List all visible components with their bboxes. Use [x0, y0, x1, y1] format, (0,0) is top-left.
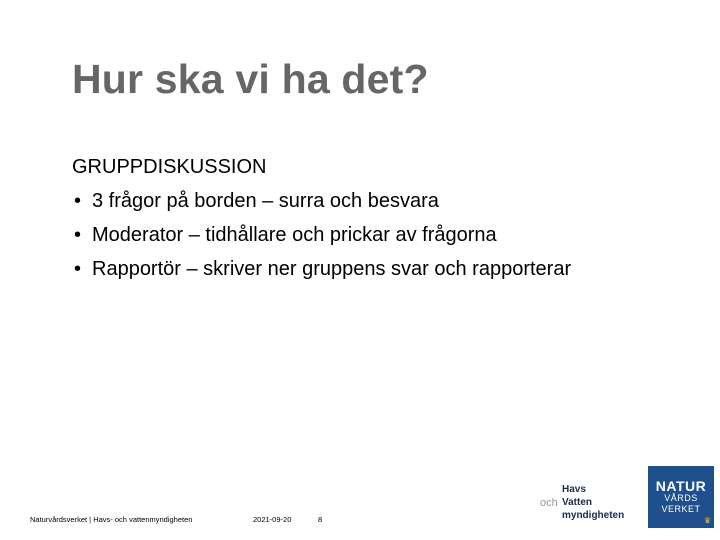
slide-title: Hur ska vi ha det?	[72, 56, 429, 102]
section-heading: GRUPPDISKUSSION	[72, 156, 267, 178]
footer-date: 2021-09-20	[253, 515, 292, 524]
bullet-dot: •	[74, 224, 82, 246]
natur-logo-line3: VERKET	[661, 504, 701, 514]
bullet-item	[72, 218, 571, 252]
hav-logo-och: och	[540, 497, 558, 509]
natur-logo-line2: VÅRDS	[664, 493, 698, 503]
bullet-dot: •	[74, 190, 82, 212]
bullet-text: 3 frågor på borden – surra och besvara	[92, 190, 439, 212]
bullet-text: Rapportör – skriver ner gruppens svar och rapporterar	[92, 258, 572, 280]
slide-body	[72, 150, 571, 286]
havs-och-vatten-logo	[538, 484, 638, 528]
crown-icon: ♛	[703, 516, 711, 525]
hav-logo-line3: myndigheten	[562, 510, 625, 521]
bullet-dot: •	[74, 258, 82, 280]
bullet-text: Moderator – tidhållare och prickar av frågorna	[92, 224, 497, 246]
hav-logo-line1: Havs	[562, 484, 586, 495]
naturvardsverket-logo	[648, 466, 714, 528]
footer-organization: Naturvårdsverket | Havs- och vattenmyndigheten	[30, 515, 193, 524]
bullet-item	[72, 252, 571, 286]
bullet-list	[72, 184, 571, 286]
hav-logo-line2: Vatten	[562, 497, 593, 508]
footer-page-number: 8	[318, 515, 323, 524]
natur-logo-line1: NATUR	[655, 478, 707, 494]
bullet-item	[72, 184, 571, 218]
